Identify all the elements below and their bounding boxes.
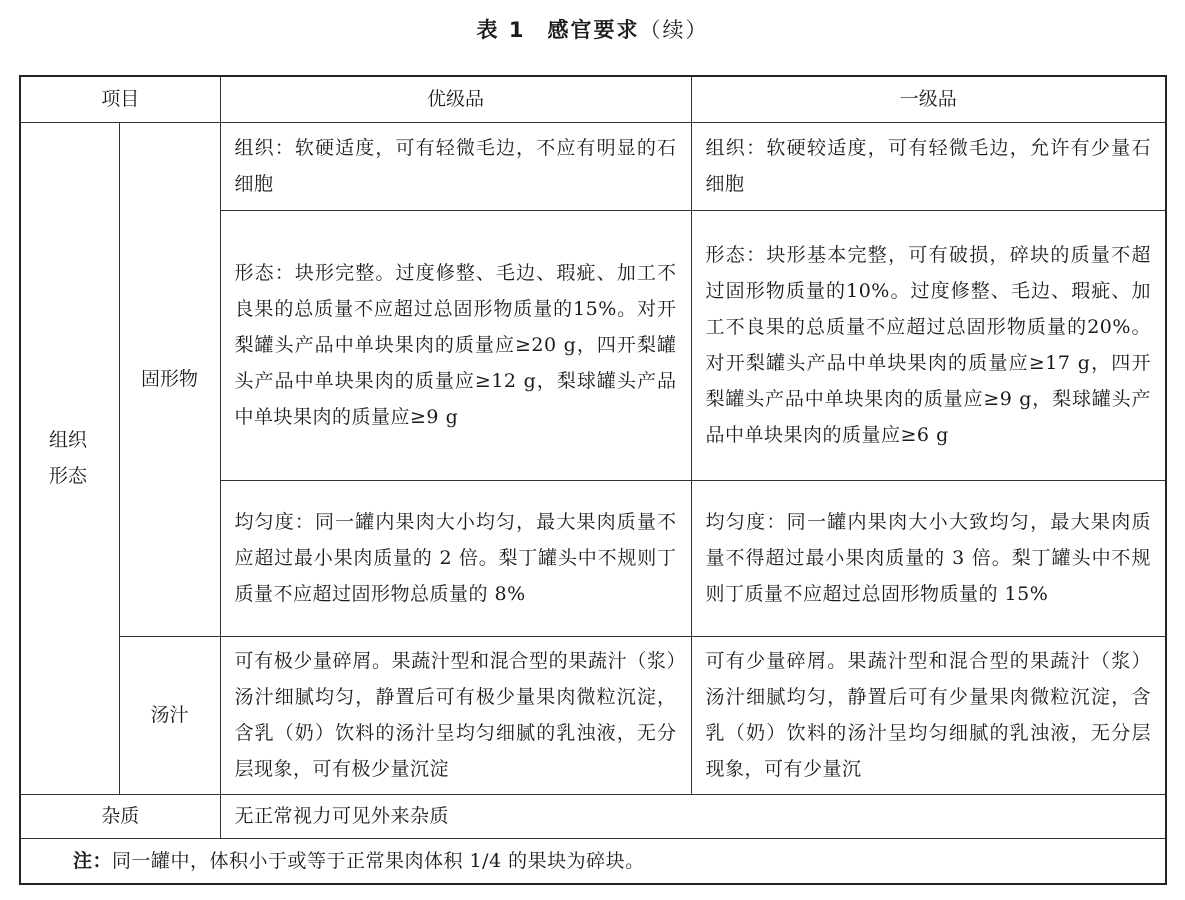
uniformity-first: 均匀度：同一罐内果肉大小大致均匀，最大果肉质量不得超过最小果肉质量的 3 倍。梨丁罐头中不规则丁质量不应超过总固形物质量的 15% <box>691 480 1166 636</box>
note-label: 注： <box>73 849 113 872</box>
note-text: 同一罐中，体积小于或等于正常果肉体积 1/4 的果块为碎块。 <box>112 849 645 872</box>
juice-premium: 可有极少量碎屑。果蔬汁型和混合型的果蔬汁（浆）汤汁细腻均匀，静置后可有极少量果肉微粒沉淀，含乳（奶）饮料的汤汁呈均匀细腻的乳浊液，无分层现象，可有极少量沉淀 <box>220 636 691 794</box>
table-title <box>0 14 1185 44</box>
category-solid: 固形物 <box>119 122 220 636</box>
category-tissue-form-line1: 组织 <box>49 429 88 451</box>
header-premium-grade: 优级品 <box>220 76 691 122</box>
note-row <box>20 838 1166 884</box>
sensory-requirements-table <box>19 75 1167 885</box>
header-item: 项目 <box>20 76 220 122</box>
tissue-first: 组织：软硬较适度，可有轻微毛边，允许有少量石细胞 <box>691 122 1166 210</box>
juice-first: 可有少量碎屑。果蔬汁型和混合型的果蔬汁（浆）汤汁细腻均匀，静置后可有少量果肉微粒沉淀，含乳（奶）饮料的汤汁呈均匀细腻的乳浊液，无分层现象，可有少量沉 <box>691 636 1166 794</box>
category-tissue-form <box>20 122 119 794</box>
tissue-premium: 组织：软硬适度，可有轻微毛边，不应有明显的石细胞 <box>220 122 691 210</box>
table-row <box>20 636 1166 794</box>
category-tissue-form-line2: 形态 <box>49 465 88 487</box>
table-note <box>20 838 1166 884</box>
impurity-label: 杂质 <box>20 794 220 838</box>
table-row <box>20 794 1166 838</box>
table-number: 表 1 <box>476 18 526 42</box>
table-title-text: 感官要求 <box>547 18 640 42</box>
header-first-grade: 一级品 <box>691 76 1166 122</box>
uniformity-premium: 均匀度：同一罐内果肉大小均匀，最大果肉质量不应超过最小果肉质量的 2 倍。梨丁罐头中不规则丁质量不应超过固形物总质量的 8% <box>220 480 691 636</box>
header-row <box>20 76 1166 122</box>
table-title-suffix: （续） <box>639 18 709 42</box>
shape-first: 形态：块形基本完整，可有破损，碎块的质量不超过固形物质量的10%。过度修整、毛边、瑕疵、加工不良果的总质量不应超过总固形物质量的20%。对开梨罐头产品中单块果肉的质量应≥17 g，四开梨罐头产品中单块果肉的质量应≥9 g，梨球罐头产品中单块果肉的质量应≥6 g <box>691 210 1166 480</box>
table-row <box>20 122 1166 210</box>
impurity-text: 无正常视力可见外来杂质 <box>220 794 1166 838</box>
category-juice: 汤汁 <box>119 636 220 794</box>
shape-premium: 形态：块形完整。过度修整、毛边、瑕疵、加工不良果的总质量不应超过总固形物质量的15%。对开梨罐头产品中单块果肉的质量应≥20 g，四开梨罐头产品中单块果肉的质量应≥12 g，梨球罐头产品中单块果肉的质量应≥9 g <box>220 210 691 480</box>
